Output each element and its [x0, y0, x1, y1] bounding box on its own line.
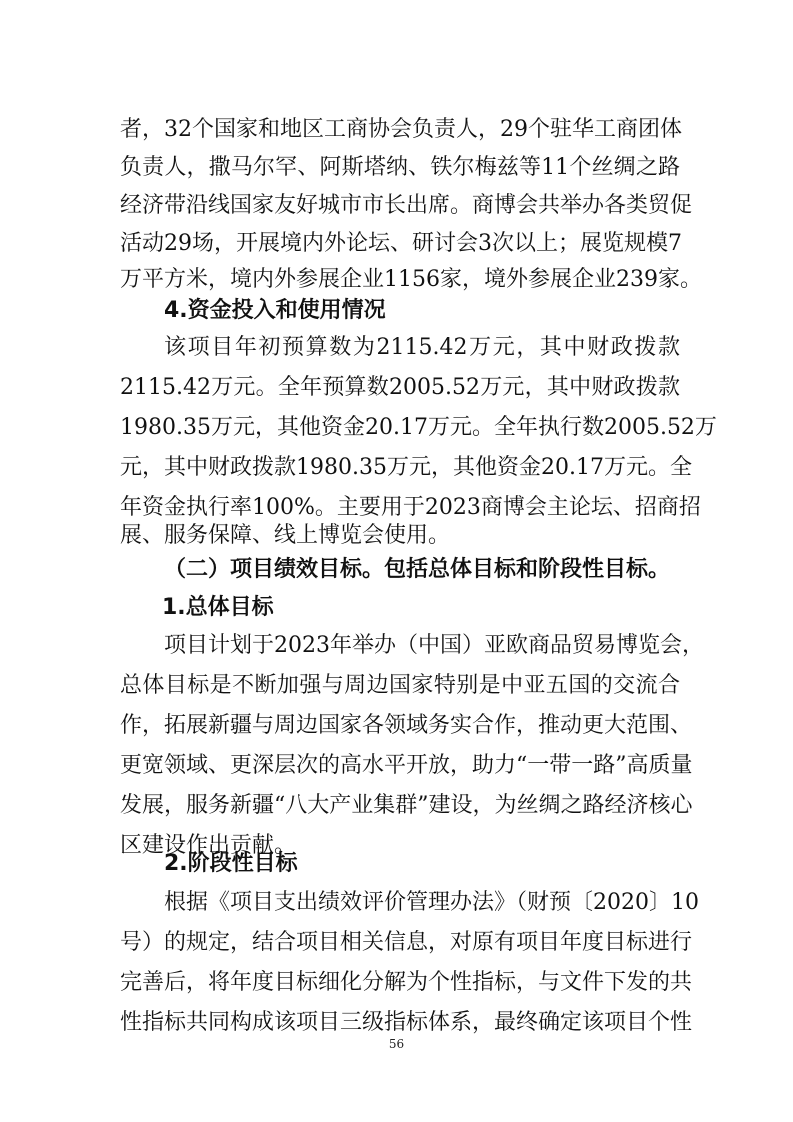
funds-line-4: 元，其中财政拨款1980.35万元，其他资金20.17万元。全 [120, 455, 692, 480]
intro-line-1: 者，32个国家和地区工商协会负责人，29个驻华工商团体 [120, 117, 682, 142]
overall-line-5: 发展，服务新疆“八大产业集群”建设，为丝绸之路经济核心 [120, 793, 693, 818]
stage-line-1: 根据《项目支出绩效评价管理办法》（财预〔2020〕10 [164, 890, 699, 915]
heading-stage-goal: 2.阶段性目标 [164, 851, 298, 876]
stage-line-2: 号）的规定，结合项目相关信息，对原有项目年度目标进行 [120, 930, 693, 955]
heading-funds: 4.资金投入和使用情况 [164, 298, 386, 323]
intro-line-3: 经济带沿线国家友好城市市长出席。商博会共举办各类贸促 [120, 193, 693, 218]
overall-line-1: 项目计划于2023年举办（中国）亚欧商品贸易博览会， [164, 633, 704, 658]
overall-line-2: 总体目标是不断加强与周边国家特别是中亚五国的交流合 [120, 673, 680, 698]
heading-overall-goal: 1.总体目标 [162, 595, 274, 620]
stage-line-3: 完善后，将年度目标细化分解为个性指标，与文件下发的共 [120, 970, 693, 995]
overall-line-3: 作，拓展新疆与周边国家各领域务实合作，推动更大范围、 [120, 713, 693, 738]
funds-line-6: 展、服务保障、线上博览会使用。 [120, 523, 451, 548]
stage-line-4: 性指标共同构成该项目三级指标体系，最终确定该项目个性 [120, 1010, 693, 1035]
heading-section-two: （二）项目绩效目标。包括总体目标和阶段性目标。 [164, 557, 671, 582]
funds-line-3: 1980.35万元，其他资金20.17万元。全年执行数2005.52万 [120, 415, 717, 440]
funds-line-5: 年资金执行率100%。主要用于2023商博会主论坛、招商招 [120, 495, 701, 520]
intro-line-5: 万平方米，境内外参展企业1156家，境外参展企业239家。 [120, 267, 702, 292]
funds-line-1: 该项目年初预算数为2115.42万元，其中财政拨款 [164, 335, 680, 360]
overall-line-4: 更宽领域、更深层次的高水平开放，助力“一带一路”高质量 [120, 753, 693, 778]
intro-line-4: 活动29场，开展境内外论坛、研讨会3次以上；展览规模7 [120, 231, 682, 256]
intro-line-2: 负责人，撒马尔罕、阿斯塔纳、铁尔梅兹等11个丝绸之路 [120, 155, 680, 180]
overall-line-6: 区建设作出贡献。 [120, 833, 297, 858]
page-number: 56 [388, 1037, 405, 1051]
funds-line-2: 2115.42万元。全年预算数2005.52万元，其中财政拨款 [120, 375, 680, 400]
